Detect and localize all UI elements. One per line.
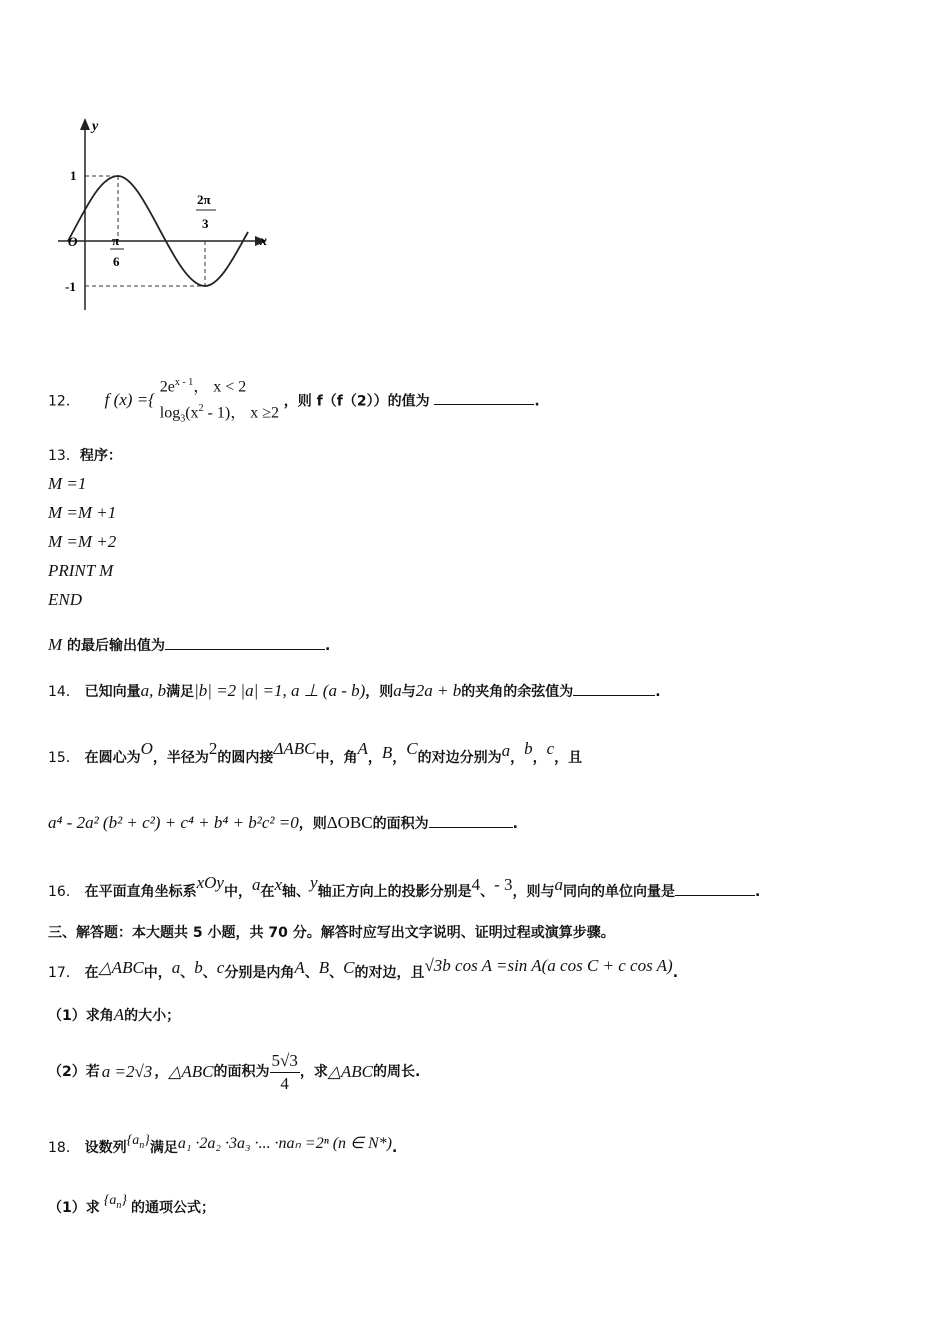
q16-t6: 、 (480, 884, 495, 900)
q15-t6: ，且 (554, 750, 583, 766)
q17-p2-tri: △ABC (168, 1062, 214, 1081)
q14-t5: 的夹角的余弦值为 (461, 684, 574, 700)
q16-t8: 同向的单位向量是 (563, 884, 675, 900)
program-line-2: M =M +1 (48, 503, 117, 522)
q18-number: 18． (48, 1140, 80, 1156)
sine-graph (50, 110, 280, 320)
q13-ask-text: 的最后输出值为 (62, 638, 166, 654)
q17-dun3: 、 (304, 965, 319, 981)
q17-t4: 的对边，且 (354, 965, 425, 981)
q16-v2: - 3 (494, 875, 513, 894)
q17-p2-den: 4 (280, 1073, 289, 1093)
q13-number: 13． (48, 448, 80, 464)
q15-equation-line (48, 812, 518, 835)
q13-end: . (325, 638, 331, 654)
q17-p2-tri2: △ABC (327, 1062, 374, 1081)
q15-t2: ，半径为 (152, 750, 209, 766)
q14-t1: 已知向量 (84, 684, 141, 700)
origin-label: O (68, 234, 78, 249)
q16-end: . (755, 884, 761, 900)
q18-seq: $\{a_n\}$ (126, 1133, 150, 1151)
q18-p1-label: （1）求 (48, 1200, 100, 1216)
q16-sys: xOy (196, 873, 224, 892)
q16-a2: a (554, 875, 563, 894)
q17-b: b (194, 958, 203, 977)
q17-dun4: 、 (329, 965, 344, 981)
q15-t7: ，则 (298, 816, 327, 832)
q16-y: y (310, 873, 318, 892)
q17-B: B (318, 958, 330, 977)
q18-p1-end: 的通项公式； (130, 1200, 215, 1216)
x-label: x (260, 234, 267, 249)
q16-t2: 中， (223, 884, 252, 900)
q17-p2-eq: a =2√3 (101, 1062, 153, 1081)
question-14 (48, 680, 661, 703)
q15-b: b (524, 739, 533, 758)
q13-ask-var: M (48, 635, 63, 654)
q15-r: 2 (208, 739, 218, 758)
question-15 (48, 738, 582, 769)
q17-p2-num: 5√3 (270, 1050, 300, 1073)
q17-p1-label: （1）求角 (48, 1008, 114, 1024)
q16-t5: 轴正方向上的投影分别是 (317, 884, 472, 900)
q17-part-2 (48, 1048, 420, 1096)
q15-a: a (501, 741, 511, 760)
q14-t2: 满足 (166, 684, 195, 700)
q15-C: C (406, 739, 418, 758)
q16-t1: 在平面直角坐标系 (84, 884, 197, 900)
q15-sep2: ， (392, 750, 407, 766)
q17-A: A (294, 958, 305, 977)
q17-t2: 中， (143, 965, 172, 981)
q15-equation: a⁴ - 2a² (b² + c²) + c⁴ + b⁴ + b²c² =0 (48, 813, 299, 832)
q17-equation: √3b cos A =sin A(a cos C + c cos A) (424, 956, 673, 975)
q12-piece2-sup: 2 (198, 403, 204, 415)
q14-t3: ，则 (365, 684, 394, 700)
y-label: y (92, 119, 99, 134)
q15-A: A (357, 739, 368, 758)
q17-p2-t1: ， (154, 1064, 169, 1080)
q17-end: . (672, 965, 679, 981)
y-tick-bottom: -1 (65, 279, 76, 294)
q12-piece1: 2e (159, 378, 175, 396)
q12-piece2-sub: 3 (180, 413, 186, 425)
q15-answer-blank (429, 813, 513, 828)
q15-tri2: ΔOBC (326, 813, 373, 832)
q17-p2-fraction (270, 1050, 300, 1095)
q15-sep4: ， (532, 750, 547, 766)
q14-number: 14． (48, 684, 80, 700)
q18-part-1 (48, 1190, 215, 1219)
q17-tri: △ABC (98, 958, 144, 977)
q17-p2-label: （2）若 (48, 1064, 100, 1080)
q15-t5: 的对边分别为 (417, 750, 502, 766)
q13-label: 程序： (79, 448, 122, 464)
q17-p2-t4: 的周长. (373, 1064, 421, 1080)
x-tick2-num: 2π (197, 192, 211, 207)
q18-t2: 满足 (149, 1140, 178, 1156)
question-13 (48, 444, 122, 467)
q12-fx: f (x) ={ (104, 390, 155, 410)
q17-C: C (343, 958, 355, 977)
q17-dun2: 、 (202, 965, 217, 981)
q18-equation: a₁ ·2a₂ ·3a₃ ·... ·naₙ =2ⁿ (n ∈ N*) (177, 1135, 392, 1152)
sine-curve (68, 176, 248, 286)
q16-number: 16． (48, 884, 80, 900)
y-tick-top: 1 (70, 168, 77, 183)
q12-piece2: log (159, 404, 181, 422)
q17-p2-t2: 的面积为 (213, 1064, 270, 1080)
q12-answer-blank (434, 390, 534, 405)
q17-p1-var: A (113, 1005, 125, 1024)
section-3-heading: 三、解答题：本大题共 5 小题，共 70 分。解答时应写出文字说明、证明过程或演算步骤。 (48, 925, 615, 941)
q15-number: 15． (48, 750, 80, 766)
q14-a: a (393, 681, 402, 700)
q18-p1-seq: $\{a_n\}$ (103, 1193, 127, 1211)
q15-c: c (546, 739, 555, 758)
q15-tri: ΔABC (273, 739, 316, 758)
q12-piece1-sup: x - 1 (174, 377, 194, 388)
q17-t1: 在 (84, 965, 99, 981)
program-line-1: M =1 (48, 474, 87, 493)
q13-answer-blank (165, 635, 325, 650)
q16-t4: 轴、 (282, 884, 311, 900)
x-tick1-den: 6 (113, 254, 120, 269)
q12-text: ，则 f（f（2））的值为 (283, 393, 430, 410)
question-18 (48, 1130, 397, 1159)
q17-number: 17． (48, 965, 80, 981)
q15-sep3: ， (510, 750, 525, 766)
q15-end: . (512, 816, 518, 832)
q17-part-1 (48, 1004, 180, 1027)
x-tick1-num: π (112, 233, 120, 248)
q16-t3: 在 (260, 884, 275, 900)
q14-expr: 2a + b (415, 681, 462, 700)
q16-t7: ，则与 (512, 884, 555, 900)
q15-t1: 在圆心为 (84, 750, 141, 766)
q14-end: . (655, 684, 661, 700)
q12-piece1-cond: ， x < 2 (193, 378, 247, 396)
q17-p2-t3: ，求 (299, 1064, 328, 1080)
q12-number: 12． (48, 393, 80, 410)
q15-B: B (381, 743, 393, 762)
program-line-5: END (48, 590, 82, 609)
q18-end: . (392, 1140, 398, 1156)
q16-v1: 4 (471, 875, 481, 894)
question-16 (48, 872, 760, 903)
q12-piece2-arg: (x (185, 404, 199, 422)
program-line-3: M =M +2 (48, 532, 117, 551)
q17-dun1: 、 (180, 965, 195, 981)
y-axis-arrow (80, 118, 90, 130)
q17-p1-end: 的大小； (124, 1008, 181, 1024)
q14-t4: 与 (401, 684, 416, 700)
q12-piece2-rest: - 1)， x ≥2 (203, 404, 279, 422)
x-tick2-den: 3 (202, 216, 209, 231)
q17-a: a (171, 958, 181, 977)
question-17 (48, 955, 678, 984)
q15-t3: 的圆内接 (217, 750, 274, 766)
q18-t1: 设数列 (84, 1140, 127, 1156)
q15-t4: 中，角 (315, 750, 358, 766)
q14-vars: a, b (140, 681, 167, 700)
q15-t8: 的面积为 (372, 816, 429, 832)
q16-answer-blank (675, 881, 755, 896)
q17-t3: 分别是内角 (224, 965, 295, 981)
q16-x: x (274, 875, 283, 894)
q13-ask (48, 634, 330, 657)
q14-answer-blank (573, 681, 655, 696)
q15-sep1: ， (367, 750, 382, 766)
q14-condition: |b| =2 |a| =1, a ⊥ (a - b) (194, 681, 366, 700)
q16-a: a (251, 875, 261, 894)
q17-c: c (216, 958, 225, 977)
q12-piecewise (160, 372, 279, 431)
program-line-4: PRINT M (48, 561, 114, 580)
q15-O: O (140, 739, 153, 758)
q12-end: . (534, 393, 540, 410)
question-12 (48, 372, 540, 431)
